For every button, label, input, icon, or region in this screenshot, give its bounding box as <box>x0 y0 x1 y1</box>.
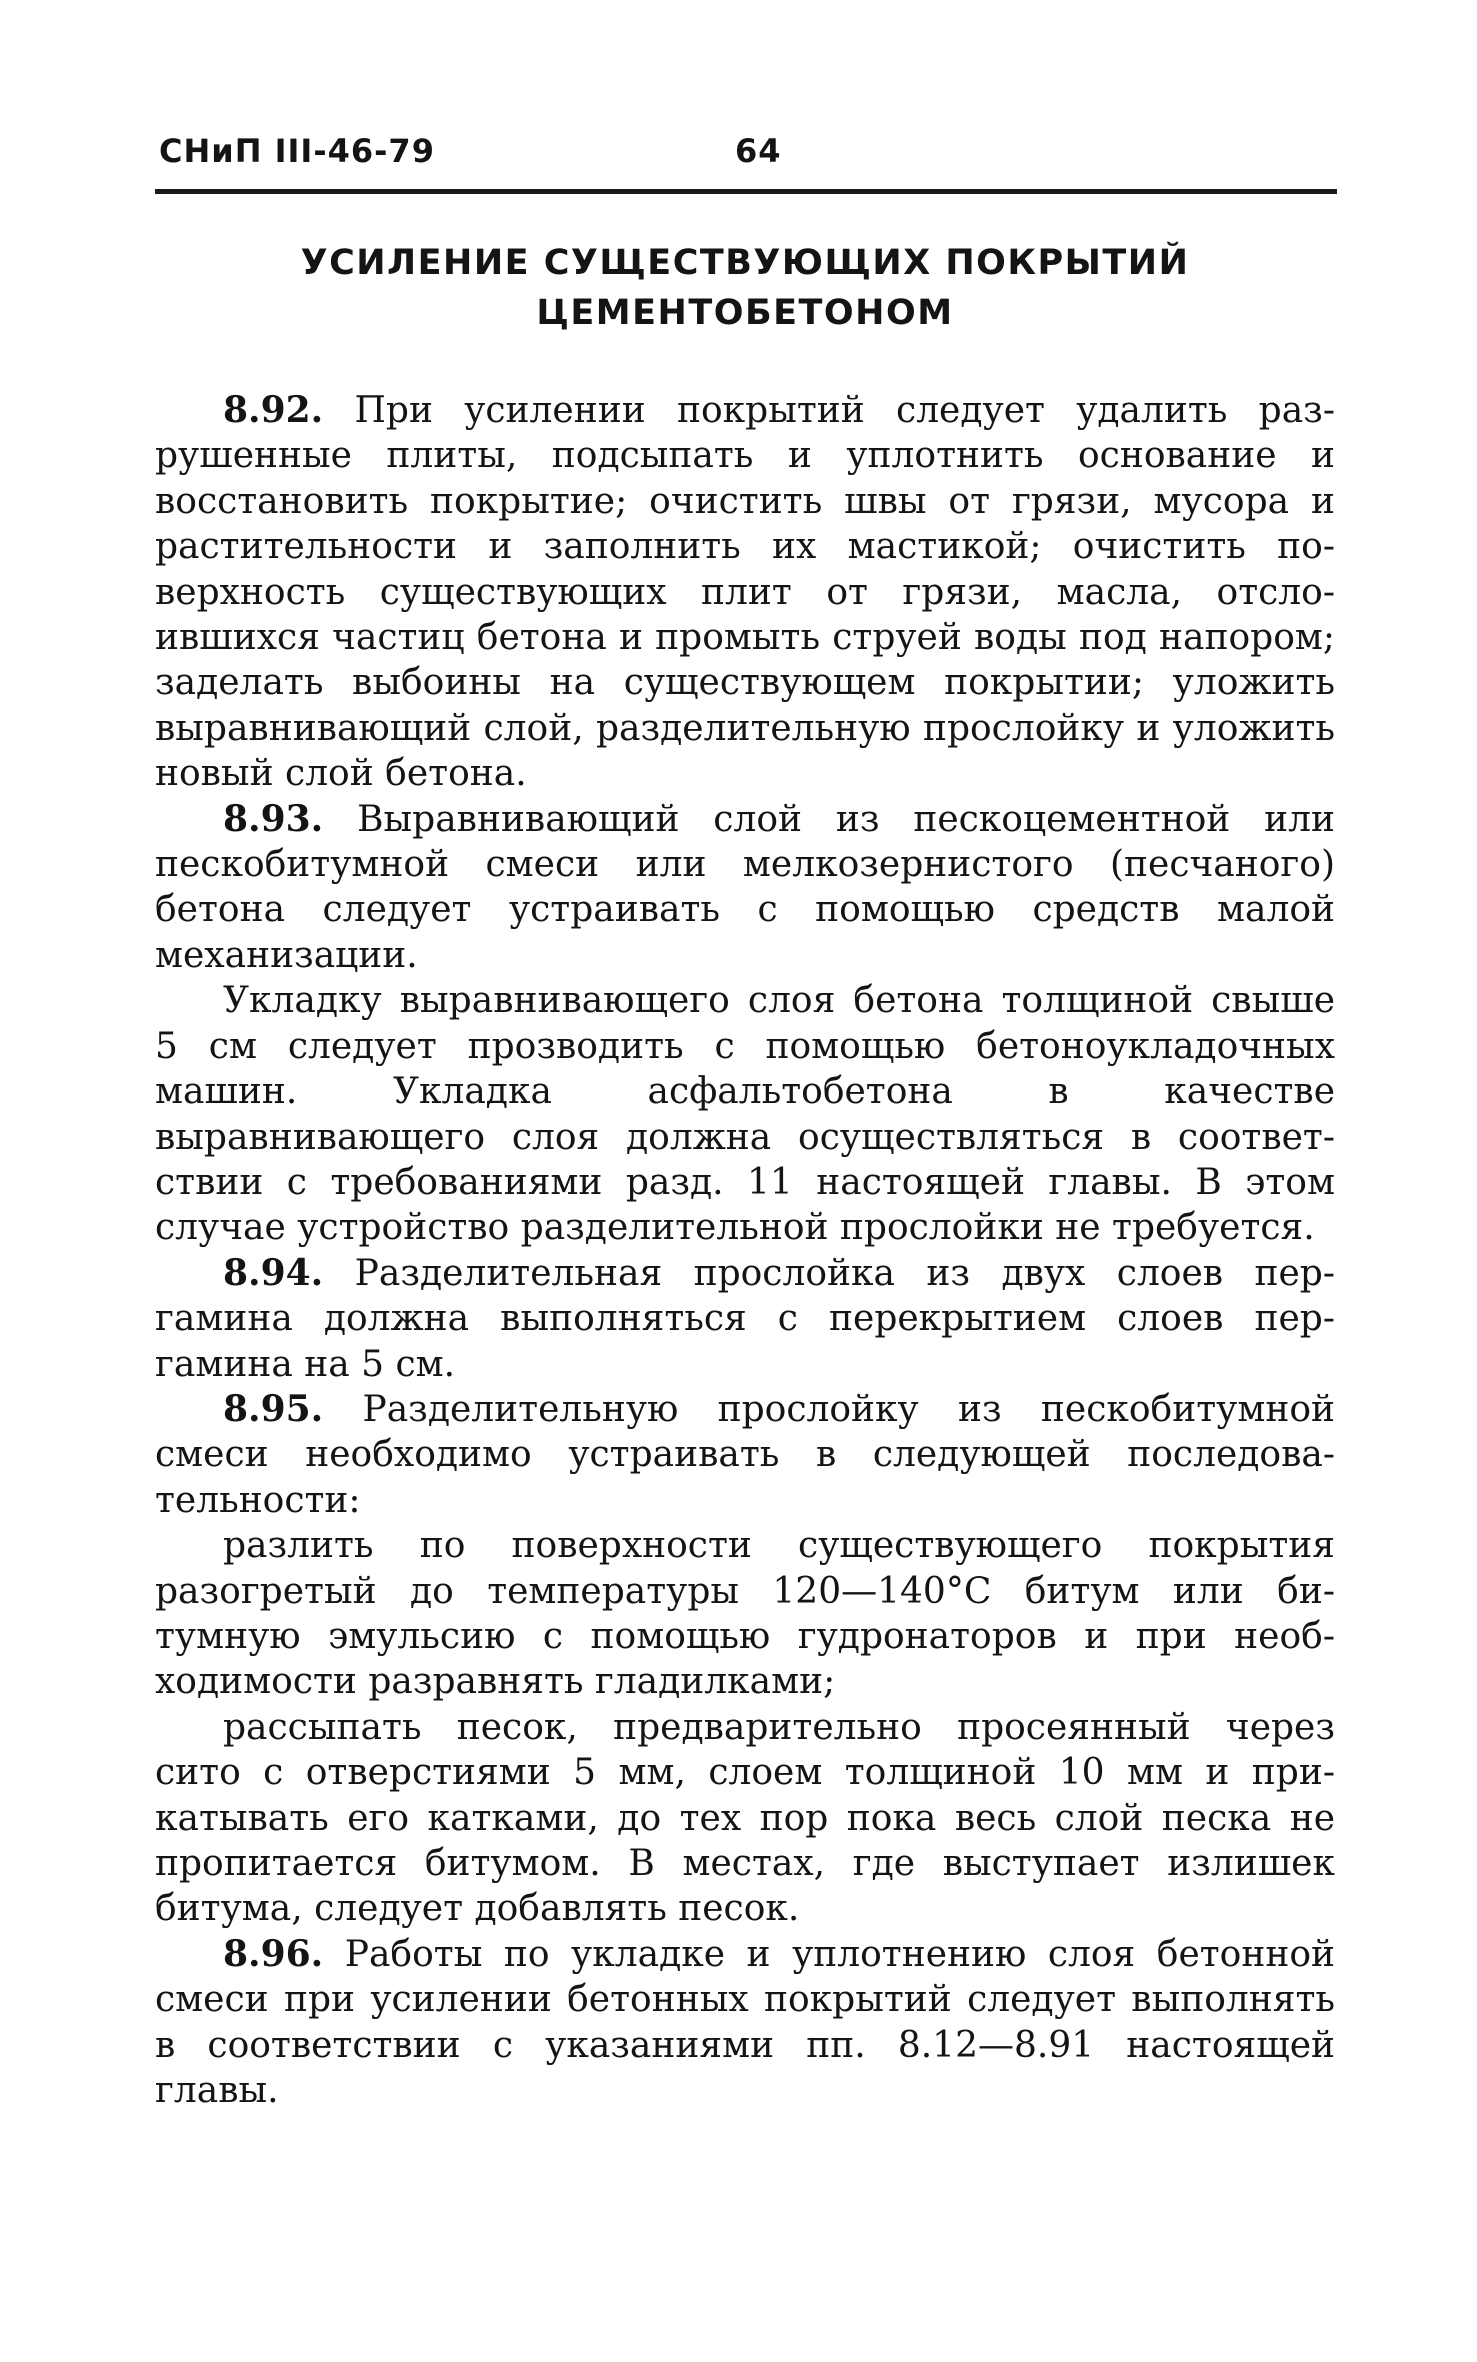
paragraph-8-93 <box>155 797 1335 979</box>
running-header <box>155 132 1335 182</box>
paragraph-text: Укладку выравнивающего слоя бетона толщиной свыше 5 см следует прозводить с помощью бетоноукладочных машин. Укладка асфальтобетона в качестве выравнивающего слоя должна осуществляться в соответствии с требованиями разд. 11 настоящей главы. В этом случае устройство разделительной прослойки не требуется. <box>155 980 1335 1249</box>
body-text <box>155 388 1335 2113</box>
paragraph-text: Выравнивающий слой из пескоцементной или пескобитумной смеси или мелкозернистого (песчаного) бетона следует устраивать с помощью средств малой механизации. <box>155 798 1335 976</box>
paragraph-text: Работы по укладке и уплотнению слоя бетонной смеси при усилении бетонных покрытий следует выполнять в соответствии с указаниями пп. 8.12—8.91 настоящей главы. <box>155 1933 1336 2112</box>
paragraph-8-95-step-2 <box>155 1705 1335 1932</box>
paragraph-8-95 <box>155 1387 1335 1523</box>
paragraph-8-95-step-1 <box>155 1523 1335 1705</box>
document-page <box>155 0 1335 2362</box>
section-title-line-2: ЦЕМЕНТОБЕТОНОМ <box>536 293 954 333</box>
paragraph-text: разлить по поверхности существующего покрытия разогретый до температуры 120—140°С битум или битумную эмульсию с помощью гудронаторов и при необходимости разравнять гладилками; <box>155 1525 1335 1703</box>
paragraph-text: При усилении покрытий следует удалить разрушенные плиты, подсыпать и уплотнить основание и восстановить покрытие; очистить швы от грязи, мусора и растительности и заполнить их мастикой; очистить поверхность существующих плит от грязи, масла, отслоившихся частиц бетона и промыть струей воды под напором; заделать выбоины на существующем покрытии; уложить выравнивающий слой, разделительную прослойку и уложить новый слой бетона. <box>155 390 1335 795</box>
clause-number: 8.93. <box>223 797 324 840</box>
document-code: СНиП III-46-79 <box>159 132 435 170</box>
paragraph-text: Разделительную прослойку из пескобитумной смеси необходимо устраивать в следующей последовательности: <box>155 1388 1335 1521</box>
paragraph-text: Разделительная прослойка из двух слоев пергамина должна выполняться с перекрытием слоев пергамина на 5 см. <box>155 1252 1335 1385</box>
section-title-line-1: УСИЛЕНИЕ СУЩЕСТВУЮЩИХ ПОКРЫТИЙ <box>300 243 1190 283</box>
section-title <box>155 238 1335 338</box>
paragraph-8-94 <box>155 1251 1335 1387</box>
clause-number: 8.96. <box>223 1932 324 1975</box>
paragraph-8-92 <box>155 388 1335 797</box>
paragraph-8-96 <box>155 1932 1335 2114</box>
page-number: 64 <box>735 132 782 170</box>
clause-number: 8.92. <box>223 389 324 431</box>
paragraph-8-93-cont <box>155 978 1335 1250</box>
header-rule <box>155 189 1337 194</box>
clause-number: 8.94. <box>223 1251 324 1294</box>
paragraph-text: рассыпать песок, предварительно просеянный через сито с отверстиями 5 мм, слоем толщиной 10 мм и прикатывать его катками, до тех пор пока весь слой песка не пропитается битумом. В местах, где выступает излишек битума, следует добавлять песок. <box>155 1706 1335 1930</box>
clause-number: 8.95. <box>223 1387 324 1430</box>
